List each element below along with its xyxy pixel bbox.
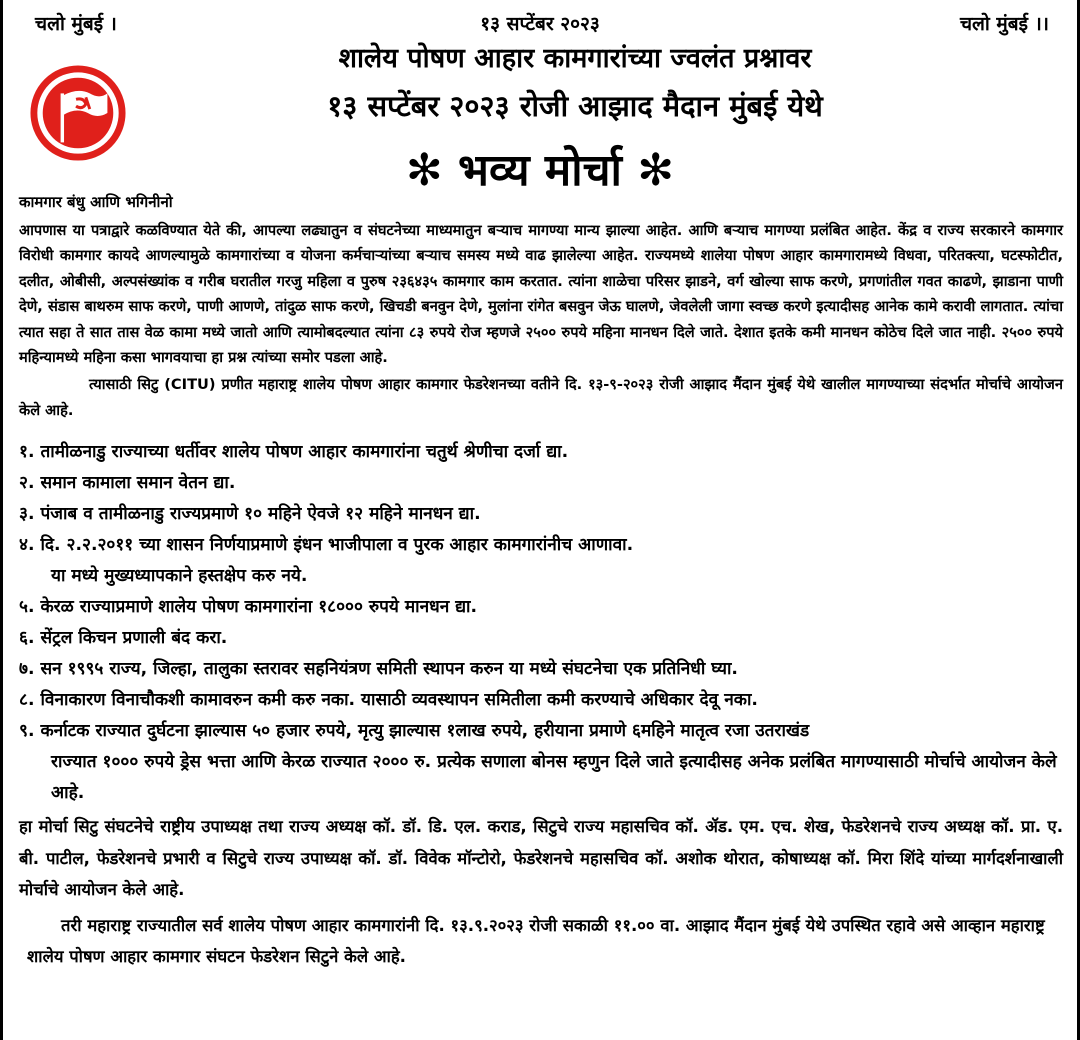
- demand-item: [19, 685, 1063, 716]
- demand-item: [19, 623, 1063, 654]
- demand-item: [19, 499, 1063, 530]
- headline-subject: शालेय पोषण आहार कामगारांच्या ज्वलंत प्रश्नावर: [338, 43, 812, 74]
- header-slogan-right: चलो मुंबई ।।: [959, 13, 1049, 35]
- leaders-paragraph: हा मोर्चा सिटु संघटनेचे राष्ट्रीय उपाध्यक्ष तथा राज्य अध्यक्ष कॉ. डॉ. डि. एल. कराड, सिटुचे राज्य महासचिव कॉ. ॲड. एम. एच. शेख, फेडरेशनचे राज्य अध्यक्ष कॉ. प्रा. ए. बी. पाटील, फेडरेशनचे प्रभारी व सिटुचे राज्य उपाध्यक्ष कॉ. डॉ. विवेक मॉन्टोरो, फेडरेशनचे महासचिव कॉ. अशोक थोरात, कोषाध्यक्ष कॉ. मिरा शिंदे यांच्या मार्गदर्शनाखाली मोर्चाचे आयोजन केले आहे.: [19, 817, 1063, 900]
- header-slogan-left: चलो मुंबई ।: [35, 13, 117, 35]
- demand-text: ६. सेंट्रल किचन प्रणाली बंद करा.: [19, 628, 228, 649]
- demands-list: [19, 437, 1063, 809]
- intro-paragraph: आपणास या पत्राद्वारे कळविण्यात येते की, आपल्या लढ्यातुन व संघटनेच्या माध्यमातुन बऱ्याच मागण्या मान्य झाल्या आहेत. आणि बऱ्याच मागण्या प्रलंबित आहेत. केंद्र व राज्य सरकारने कामगार विरोधी कामगार कायदे आणल्यामुळे कामगारांच्या व योजना कर्मचाऱ्यांच्या बऱ्याच समस्य मध्ये वाढ झालेल्या आहेत. राज्यमध्ये शालेया पोषण आहार कामगारामध्ये विधवा, परितक्त्या, घटस्फोटीत, दलीत, ओबीसी, अल्पसंख्यांक व गरीब घरातील गरजु महिला व पुरुष २३६४३५ कामगार काम करतात. त्यांना शाळेचा परिसर झाडने, वर्ग खोल्या साफ करणे, प्रगणांतील गवत काढणे, झाडाना पाणी देणे, संडास बाथरुम साफ करणे, पाणी आणणे, तांदुळ साफ करणे, खिचडी बनवुन देणे, मुलांना रांगेत बसवुन जेऊ घालणे, जेवलेली जागा स्वच्छ करणे इत्यादीसह आनेक कामे करावी लागतात. त्यांचा त्यात सहा ते सात तास वेळ कामा मध्ये जातो आणि त्यामोबदल्यात त्यांना ८३ रुपये रोज म्हणजे २५०० रुपये महिना मानधन दिले जाते. देशात इतके कमी मानधन कोठेच दिले जात नाही. २५०० रुपये महिन्यामध्ये महिना कसा भागवयाचा हा प्रश्न त्यांच्या समोर पडला आहे.: [19, 222, 1063, 367]
- demand-text: ३. पंजाब व तामीळनाडु राज्यप्रमाणे १० महिने ऐवजे १२ महिने मानधन द्या.: [19, 504, 481, 525]
- headline-date-venue: १३ सप्टेंबर २०२३ रोजी आझाद मैदान मुंबई येथे: [327, 89, 823, 123]
- demand-text: २. समान कामाला समान वेतन द्या.: [19, 473, 236, 494]
- demand-text: ७. सन १९९५ राज्य, जिल्हा, तालुका स्तरावर सहनियंत्रण समिती स्थापन करुन या मध्ये संघटनेचा एक प्रतिनिधी घ्या.: [19, 659, 738, 680]
- demand-item: [19, 716, 1063, 809]
- demand-item: [19, 530, 1063, 592]
- citu-paragraph: त्यासाठी सिटु (CITU) प्रणीत महाराष्ट्र शालेय पोषण आहार कामगार फेडरेशनच्या वतीने दि. १३-९-२०२३ रोजी आझाद मैंदान मुंबई येथे खालील मागण्याच्या संदर्भात मोर्चाचे आयोजन केले आहे.: [19, 376, 1063, 419]
- demand-item: [19, 654, 1063, 685]
- demand-text: १. तामीळनाडु राज्याच्या धर्तीवर शालेय पोषण आहार कामगारांना चतुर्थ श्रेणीचा दर्जा द्या.: [19, 442, 569, 463]
- letter-body: [19, 192, 1063, 973]
- demand-text: ५. केरळ राज्याप्रमाणे शालेय पोषण कामगारांना १८००० रुपये मानधन द्या.: [19, 597, 478, 618]
- demand-text: ८. विनाकारण विनाचौकशी कामावरुन कमी करु नका. यासाठी व्यवस्थापन समितीला कमी करण्याचे अधिकार देवू नका.: [19, 690, 758, 711]
- headline-grand-march: ✻ भव्य मोर्चा ✻: [405, 145, 675, 196]
- demand-text: ४. दि. २.२.२०११ च्या शासन निर्णयाप्रमाणे इंधन भाजीपाला व पुरक आहार कामगारांनीच आणावा.: [19, 535, 634, 556]
- demand-item: [19, 592, 1063, 623]
- demand-continuation: राज्यात १००० रुपये ड्रेस भत्ता आणि केरळ राज्यात २००० रु. प्रत्येक सणाला बोनस म्हणुन दिले जाते इत्यादीसह अनेक प्रलंबित मागण्यासाठी मोर्चाचे आयोजन केले आहे.: [51, 752, 1057, 804]
- appeal-paragraph: तरी महाराष्ट्र राज्यातील सर्व शालेय पोषण आहार कामगारांनी दि. १३.९.२०२३ रोजी सकाळी ११.०० वा. आझाद मैंदान मुंबई येथे उपस्थित रहावे असे आव्हान महाराष्ट्र शालेय पोषण आहार कामगार संघटन फेडरेशन सिटुने केले आहे.: [27, 915, 1045, 967]
- demand-item: [19, 437, 1063, 468]
- demand-continuation: या मध्ये मुख्यध्यापकाने हस्तक्षेप करु नये.: [51, 566, 308, 587]
- demand-text: ९. कर्नाटक राज्यात दुर्घटना झाल्यास ५० हजार रुपये, मृत्यु झाल्यास १लाख रुपये, हरीयाना प्रमाणे ६महिने मातृत्व रजा उतराखंड: [19, 721, 810, 742]
- demand-item: [19, 468, 1063, 499]
- greeting: कामगार बंधु आणि भगिनीनो: [19, 193, 173, 211]
- header-date: १३ सप्टेंबर २०२३: [480, 13, 600, 35]
